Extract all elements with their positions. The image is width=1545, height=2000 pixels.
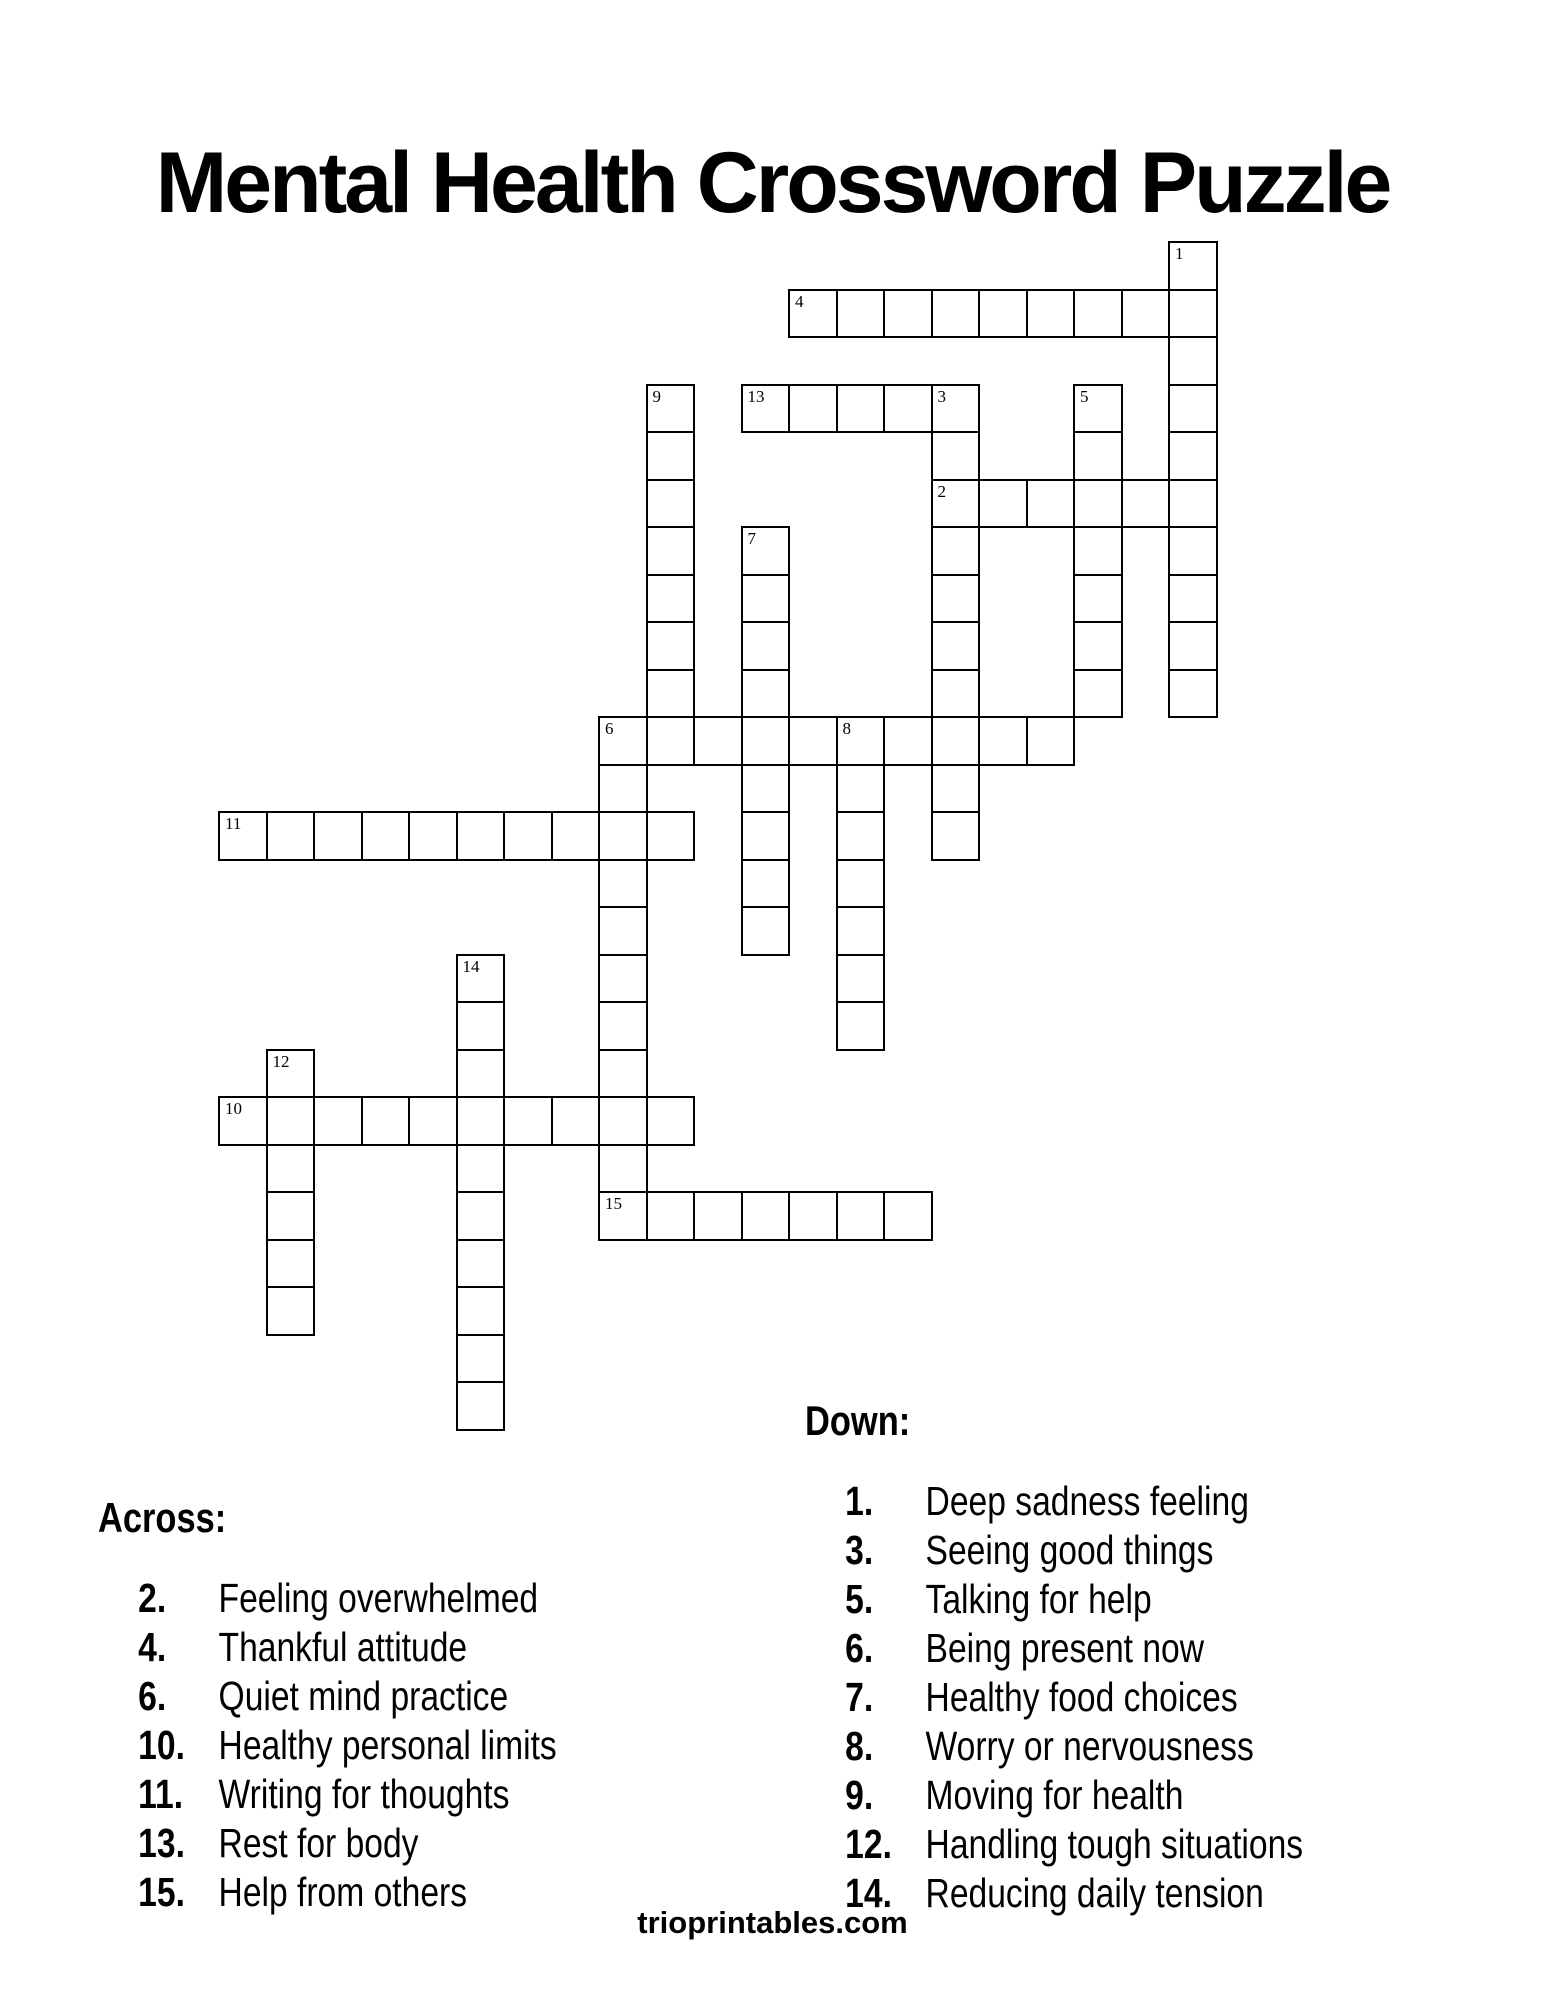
grid-cell [646,621,696,671]
grid-cell [1073,289,1123,339]
grid-cell [313,1096,363,1146]
grid-cell [456,1191,506,1241]
grid-cell [883,289,933,339]
cell-number: 14 [462,956,480,976]
cell-number: 2 [937,481,946,501]
clue-item [98,1574,557,1623]
across-header: Across: [98,1493,227,1541]
clue-item [98,1721,557,1770]
grid-cell [266,1191,316,1241]
grid-cell [598,1191,648,1241]
clue-text: Reducing daily tension [925,1869,1264,1916]
clue-text: Being present now [925,1624,1205,1671]
clue-text: Healthy personal limits [218,1721,557,1768]
grid-cell [646,1096,696,1146]
grid-cell [456,811,506,861]
clue-number: 6. [138,1672,167,1719]
clue-number: 10. [138,1721,185,1768]
cell-number: 12 [272,1051,290,1071]
grid-cell [1168,669,1218,719]
cell-number: 8 [842,719,851,738]
clue-number: 12. [845,1820,892,1867]
down-clue-list [805,1477,1412,1918]
grid-cell [978,289,1028,339]
clue-number: 7. [845,1673,874,1720]
site-footer-text: trioprintables.com [637,1905,908,1940]
grid-cell [788,1191,838,1241]
clue-text: Deep sadness feeling [925,1477,1249,1524]
clue-number: 2. [138,1574,167,1621]
grid-cell [1073,526,1123,576]
grid-cell [931,289,981,339]
grid-cell [931,764,981,814]
cell-number: 5 [1080,386,1089,406]
grid-cell [931,716,981,766]
grid-cell [931,384,981,434]
grid-cell [218,811,268,861]
cell-number: 1 [1175,244,1184,263]
grid-cell [1168,479,1218,529]
down-header: Down: [805,1396,911,1444]
grid-cell [978,716,1028,766]
grid-cell [646,716,696,766]
cell-number: 6 [605,719,614,738]
grid-cell [503,811,553,861]
grid-cell [456,1239,506,1289]
grid-cell [1168,336,1218,386]
clue-number: 5. [845,1575,874,1622]
grid-cell [646,526,696,576]
grid-cell [646,811,696,861]
grid-cell [836,954,886,1004]
grid-cell [1121,479,1171,529]
clue-item [805,1722,1303,1771]
grid-cell [646,669,696,719]
grid-cell [1168,574,1218,624]
page-title: Mental Health Crossword Puzzle [155,134,1390,231]
crossword-grid [218,241,1218,1431]
clue-number: 9. [845,1771,874,1818]
grid-cell [741,811,791,861]
grid-cell [836,1001,886,1051]
grid-cell [931,431,981,481]
grid-cell [218,1096,268,1146]
grid-cell [598,954,648,1004]
grid-cell [741,574,791,624]
clue-item [805,1575,1303,1624]
grid-cell [266,1286,316,1336]
grid-cell [1073,574,1123,624]
grid-cell [1168,431,1218,481]
grid-cell [931,479,981,529]
cell-number: 11 [225,814,242,833]
grid-cell [741,859,791,909]
grid-cell [598,764,648,814]
grid-cell [646,479,696,529]
grid-cell [361,1096,411,1146]
grid-cell [836,906,886,956]
grid-cell [551,1096,601,1146]
clue-text: Feeling overwhelmed [218,1574,539,1621]
grid-cell [836,289,886,339]
grid-cell [1026,716,1076,766]
grid-cell [1168,526,1218,576]
grid-cell [361,811,411,861]
grid-cell [883,384,933,434]
grid-cell [646,431,696,481]
grid-cell [598,906,648,956]
grid-cell [1073,479,1123,529]
grid-cell [456,954,506,1004]
clue-number: 11. [138,1770,184,1817]
grid-cell [741,669,791,719]
clue-number: 14. [845,1869,892,1916]
grid-cell [598,1096,648,1146]
clue-number: 4. [138,1623,167,1670]
grid-cell [693,1191,743,1241]
clue-text: Rest for body [218,1819,419,1866]
clue-text: Writing for thoughts [218,1770,510,1817]
grid-cell [1026,479,1076,529]
grid-cell [741,1191,791,1241]
grid-cell [598,1001,648,1051]
grid-cell [836,859,886,909]
cell-number: 13 [747,386,765,406]
clue-item [98,1770,557,1819]
clue-item [805,1820,1303,1869]
grid-cell [741,526,791,576]
grid-cell [266,1096,316,1146]
grid-cell [1168,241,1218,291]
grid-cell [646,1191,696,1241]
clue-number: 3. [845,1526,874,1573]
grid-cell [266,1239,316,1289]
grid-cell [456,1144,506,1194]
grid-cell [1168,289,1218,339]
grid-cell [741,906,791,956]
grid-cell [1073,669,1123,719]
grid-cell [456,1096,506,1146]
grid-cell [266,1144,316,1194]
clue-text: Talking for help [925,1575,1152,1622]
clue-text: Seeing good things [925,1526,1214,1573]
across-clue-list [98,1574,657,1917]
clue-number: 1. [845,1477,874,1524]
grid-cell [646,384,696,434]
grid-cell [788,716,838,766]
down-clues-section [805,1365,1412,1918]
grid-cell [931,811,981,861]
grid-cell [503,1096,553,1146]
grid-cell [693,716,743,766]
grid-cell [978,479,1028,529]
grid-cell [598,1049,648,1099]
clue-number: 8. [845,1722,874,1769]
clue-text: Thankful attitude [218,1623,468,1670]
clue-item [805,1477,1303,1526]
grid-cell [456,1286,506,1336]
clue-item [805,1771,1303,1820]
clue-number: 13. [138,1819,185,1866]
grid-cell [741,621,791,671]
cell-number: 9 [652,386,661,406]
grid-cell [551,811,601,861]
grid-cell [836,716,886,766]
grid-cell [408,1096,458,1146]
cell-number: 15 [605,1194,622,1213]
grid-cell [741,716,791,766]
clue-item [805,1624,1303,1673]
clue-item [98,1623,557,1672]
across-clues-section [98,1462,657,1917]
grid-cell [788,289,838,339]
grid-cell [456,1049,506,1099]
grid-cell [883,1191,933,1241]
grid-cell [788,384,838,434]
grid-cell [313,811,363,861]
grid-cell [598,859,648,909]
grid-cell [646,574,696,624]
grid-cell [1168,384,1218,434]
cell-number: 3 [937,386,946,406]
grid-cell [1026,289,1076,339]
grid-cell [931,621,981,671]
grid-cell [408,811,458,861]
grid-cell [931,669,981,719]
clue-item [805,1673,1303,1722]
grid-cell [598,1144,648,1194]
grid-cell [741,764,791,814]
grid-cell [883,716,933,766]
clue-number: 6. [845,1624,874,1671]
grid-cell [598,716,648,766]
grid-cell [836,1191,886,1241]
grid-cell [1121,289,1171,339]
grid-cell [456,1334,506,1384]
grid-cell [931,526,981,576]
clue-text: Worry or nervousness [925,1722,1254,1769]
clue-text: Moving for health [925,1771,1184,1818]
clue-item [98,1672,557,1721]
clue-text: Help from others [218,1868,468,1915]
clue-item [805,1526,1303,1575]
clue-text: Quiet mind practice [218,1672,509,1719]
grid-cell [456,1001,506,1051]
grid-cell [456,1381,506,1431]
grid-cell [741,384,791,434]
grid-cell [931,574,981,624]
grid-cell [266,811,316,861]
clue-text: Handling tough situations [925,1820,1304,1867]
grid-cell [1073,384,1123,434]
cell-number: 4 [795,291,804,311]
grid-cell [1073,621,1123,671]
grid-cell [836,811,886,861]
grid-cell [836,764,886,814]
clue-item [98,1819,557,1868]
grid-cell [1168,621,1218,671]
cell-number: 7 [747,529,756,548]
grid-cell [1073,431,1123,481]
grid-cell [598,811,648,861]
grid-cell [266,1049,316,1099]
clue-number: 15. [138,1868,185,1915]
clue-text: Healthy food choices [925,1673,1238,1720]
cell-number: 10 [225,1099,242,1118]
grid-cell [836,384,886,434]
